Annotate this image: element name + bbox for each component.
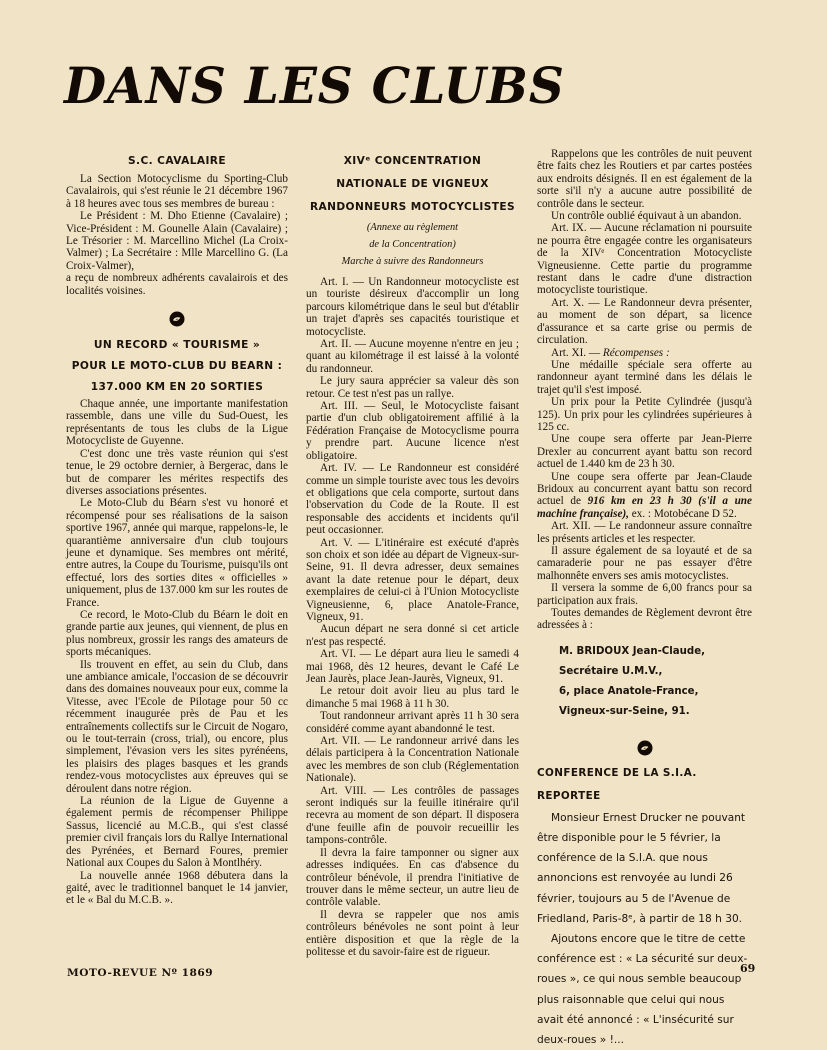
paragraph: Ils trouvent en effet, au sein du Club, dans une ambiance amicale, l'occasion de se découvrir dans des domaines nouveaux pour eux, comme la Vitesse, avec l'Ecole de Pilotage pour 50 cc récemment inaugurée près de Pau et les entraînements collectifs sur le Circuit de Nogaro, ou le tout-terrain (cross, trial), ou encore, plus simplement, l'évasion vers les sites pyrénéens, les plaisirs des plages basques et les grands rendez-vous motocyclistes aux épreuves qui se déroulent dans notre région. bbox=[66, 658, 288, 795]
text-span: Une coupe sera offerte par Jean-Claude Bridoux au concurrent ayant battu son record actuel de bbox=[537, 470, 752, 508]
section-heading-record-1: UN RECORD « TOURISME » bbox=[93, 339, 261, 352]
article-paragraph: Un contrôle oublié équivaut à un abandon. bbox=[551, 210, 742, 223]
article-paragraph: Art. VIII. — Les contrôles de passages seront indiqués sur la feuille itinéraire qu'il recevra au moment de son départ. Il disposera d'une feuille afin de pouvoir recueillir les tampons-contrôle. bbox=[306, 784, 519, 847]
address-line: 6, place Anatole-France, bbox=[559, 685, 699, 697]
article-paragraph: Il devra la faire tamponner ou signer aux adresses indiquées. En cas d'absence du contrôleur bénévole, il prendra l'initiative de trouver dans le même secteur, un autre lieu de contrôle valable. bbox=[306, 846, 519, 909]
club-emblem-icon bbox=[637, 740, 653, 756]
article-label-italic: Récompenses : bbox=[602, 346, 670, 359]
article-paragraph: Une médaille spéciale sera offerte au randonneur ayant terminé dans les délais le trajet qu'il s'est imposé. bbox=[537, 358, 752, 396]
paragraph: Le Moto-Club du Béarn s'est vu honoré et récompensé pour ses réalisations de la saison sportive 1967, année qui marque, rappelons-le, le quarantième anniversaire d'un club toujours jeune et dynamique. Ses membres ont mérité, entre autres, la Coupe du Tourisme, puisqu'ils ont effectué, lors des sorties dites « officielles » uniquement, plus de 137.000 km sur les routes de France. bbox=[66, 497, 288, 609]
paragraph: Ajoutons encore que le titre de cette conférence est : « La sécurité sur deux-roues », ce qui nous semble beaucoup plus raisonnable que celui qui nous avait été annoncé : « L'insécurité sur deux-roues » !... bbox=[537, 933, 748, 1047]
footer-magazine-name: MOTO-REVUE Nº 1869 bbox=[67, 967, 214, 979]
article-paragraph: Il assure également de sa loyauté et de sa camaraderie pour ne pas essayer d'être malhonnête envers ses amis motocyclistes. bbox=[537, 545, 752, 582]
column-left bbox=[66, 150, 288, 907]
article-paragraph: Art. IV. — Le Randonneur est considéré comme un simple touriste avec tous les devoirs et obligations que cela comporte, surtout dans l'observation du Code de la Route. Il est responsable des accidents et incidents qu'il peut occasionner. bbox=[306, 462, 519, 537]
text-span: ex. : Motobécane D 52. bbox=[628, 507, 737, 520]
column-middle bbox=[306, 150, 519, 958]
section-heading-record-2: POUR LE MOTO-CLUB DU BEARN : bbox=[71, 360, 283, 373]
paragraph: Ce record, le Moto-Club du Béarn le doit en grande partie aux jeunes, qui viennent, de plus en plus nombreux, grossir les rangs des amateurs de sports mécaniques. bbox=[66, 608, 288, 659]
article-paragraph: Art. VI. — Le départ aura lieu le samedi 4 mai 1968, dès 12 heures, devant le Café Le Jean Jaurès, place Jean-Jaurès, Vigneux, 91. bbox=[306, 648, 519, 685]
article-paragraph: Toutes demandes de Règlement devront être adressées à : bbox=[537, 607, 752, 632]
section-heading-record-3: 137.000 KM EN 20 SORTIES bbox=[90, 381, 264, 394]
section-sia bbox=[537, 762, 752, 1050]
section-heading-concentration-1: XIVᵉ CONCENTRATION bbox=[343, 155, 482, 167]
article-paragraph: Art. III. — Seul, le Motocycliste faisant partie d'un club obligatoirement affilié à la Fédération Française de Motocyclisme pourra y prendre part. Aucune licence n'est obligatoire. bbox=[306, 400, 519, 462]
paragraph: a reçu de nombreux adhérents cavalairois et des localités voisines. bbox=[66, 272, 288, 297]
article-paragraph bbox=[537, 471, 752, 521]
subheading: Marche à suivre des Randonneurs bbox=[341, 256, 484, 267]
footer-page-number: 69 bbox=[740, 962, 756, 975]
article-paragraph: Tout randonneur arrivant après 11 h 30 sera considéré comme ayant abandonné le test. bbox=[306, 710, 519, 735]
paragraph: Monsieur Ernest Drucker ne pouvant être disponible pour le 5 février, la conférence de la S.I.A. que nous annoncions est renvoyée au lundi 26 février, toujours au 5 de l'Avenue de Friedland, Paris-8ᵉ, à partir de 18 h 30. bbox=[537, 811, 746, 925]
article-paragraph: Art. XII. — Le randonneur assure connaître les présents articles et les respecter. bbox=[537, 520, 752, 545]
paragraph: La réunion de la Ligue de Guyenne a également permis de récompenser Philippe Sassus, licencié au M.C.B., qui s'est classé premier civil français lors du Rallye International des Pyrénées, et Bernard Foures, premier National aux Coupes du Salon à Montlhéry. bbox=[66, 795, 288, 870]
article-label: Art. XI. — bbox=[551, 346, 603, 359]
article-paragraph: Art. I. — Un Randonneur motocycliste est un touriste désireux d'accomplir un long parcours kilométrique dans le seul but d'établir un trajet d'après ses capacités touristique et motocycliste. bbox=[306, 276, 519, 338]
article-paragraph: Art. VII. — Le randonneur arrivé dans les délais participera à la Concentration Nationale avec les membres de son club (Réglementation Nationale). bbox=[306, 735, 519, 785]
section-heading-sia: CONFERENCE DE LA S.I.A. REPORTEE bbox=[537, 766, 697, 802]
text-span-emphasis: 916 km en 23 h 30 (s'il a une machine française), bbox=[537, 495, 752, 520]
subheading: (Annexe au règlement bbox=[366, 222, 459, 233]
paragraph: La nouvelle année 1968 débutera dans la gaité, avec le traditionnel banquet le 14 janvier, et le « Bal du M.C.B. ». bbox=[66, 869, 288, 907]
article-paragraph: Art. X. — Le Randonneur devra présenter, au moment de son départ, sa licence d'assurance et sa carte grise ou permis de circulation. bbox=[537, 296, 752, 347]
article-paragraph: Le jury saura apprécier sa valeur dès son retour. Ce test n'est pas un rallye. bbox=[306, 375, 519, 400]
article-paragraph bbox=[537, 347, 752, 359]
column-right bbox=[537, 148, 752, 1050]
paragraph: Le Président : M. Dho Etienne (Cavalaire) ; Vice-Président : M. Gounelle Alain (Cavalaire) ; Le Trésorier : M. Marcellino Michel (La Croix-Valmer) ; La Secrétaire : Mlle Marcellino G. (La Croix-Valmer), bbox=[66, 210, 288, 272]
section-heading-randonneurs: RANDONNEURS MOTOCYCLISTES bbox=[309, 201, 516, 213]
section-heading-cavalaire: S.C. CAVALAIRE bbox=[128, 155, 226, 167]
address-line: M. BRIDOUX Jean-Claude, bbox=[559, 645, 705, 657]
article-paragraph: Il devra se rappeler que nos amis contrôleurs bénévoles ne sont point à leur entière disposition et que la règle de la politesse et du savoir-faire est de rigueur. bbox=[306, 908, 519, 958]
article-paragraph: Art. IX. — Aucune réclamation ni poursuite ne pourra être engagée contre les organisateurs de la XIVᵉ Concentration Motocycliste Vigneusienne. Cette partie du programme restant dans le cadre d'une distraction motocycliste touristique. bbox=[537, 222, 752, 297]
address-line: Vigneux-sur-Seine, 91. bbox=[559, 705, 690, 717]
article-paragraph: Une coupe sera offerte par Jean-Pierre Drexler au concurrent ayant battu son record actuel de 1.440 km de 23 h 30. bbox=[537, 433, 752, 471]
club-emblem-icon bbox=[169, 311, 185, 327]
article-paragraph: Le retour doit avoir lieu au plus tard le dimanche 5 mai 1968 à 11 h 30. bbox=[306, 685, 519, 710]
section-heading-concentration-2: NATIONALE DE VIGNEUX bbox=[336, 178, 489, 190]
article-paragraph: Art. II. — Aucune moyenne n'entre en jeu ; quant au kilométrage il est laissé à la volonté du randonneur. bbox=[306, 338, 519, 375]
paragraph: C'est donc une très vaste réunion qui s'est tenue, le 29 octobre dernier, à Bergerac, dans le but de comparer les mérites respectifs des diverses associations présentes. bbox=[66, 447, 288, 497]
article-paragraph: Un prix pour la Petite Cylindrée (jusqu'à 125). Un prix pour les cylindrées supérieures à 125 cc. bbox=[537, 396, 752, 433]
contact-address bbox=[559, 642, 752, 722]
address-line: Secrétaire U.M.V., bbox=[559, 665, 663, 677]
page-title: DANS LES CLUBS bbox=[64, 56, 565, 115]
paragraph: La Section Motocyclisme du Sporting-Club Cavalairois, qui s'est réunie le 21 décembre 1967 à 18 heures avec tous ses membres de bureau : bbox=[66, 173, 288, 210]
article-paragraph: Aucun départ ne sera donné si cet article n'est pas respecté. bbox=[306, 623, 519, 648]
article-paragraph: Il versera la somme de 6,00 francs pour sa participation aux frais. bbox=[537, 582, 752, 607]
article-paragraph: Art. V. — L'itinéraire est exécuté d'après son choix et son idée au départ de Vigneux-sur-Seine, 91. Il devra adresser, deux semaines avant la date retenue pour le départ, deux exemplaires de celui-ci à l'Union Motocycliste Vigneusienne, 6, place Anatole-France, Vigneux, 91. bbox=[306, 536, 519, 623]
paragraph: Chaque année, une importante manifestation rassemble, dans une ville du Sud-Ouest, les représentants de tous les clubs de la Ligue Motocycliste de Guyenne. bbox=[66, 398, 288, 448]
subheading: de la Concentration) bbox=[369, 239, 456, 250]
article-paragraph: Rappelons que les contrôles de nuit peuvent être faits chez les Routiers et par cartes postées aux endroits désignés. Il en est également de la sorte si'il n'y a aucune autre possibilité de contrôle dans le secteur. bbox=[537, 148, 752, 210]
